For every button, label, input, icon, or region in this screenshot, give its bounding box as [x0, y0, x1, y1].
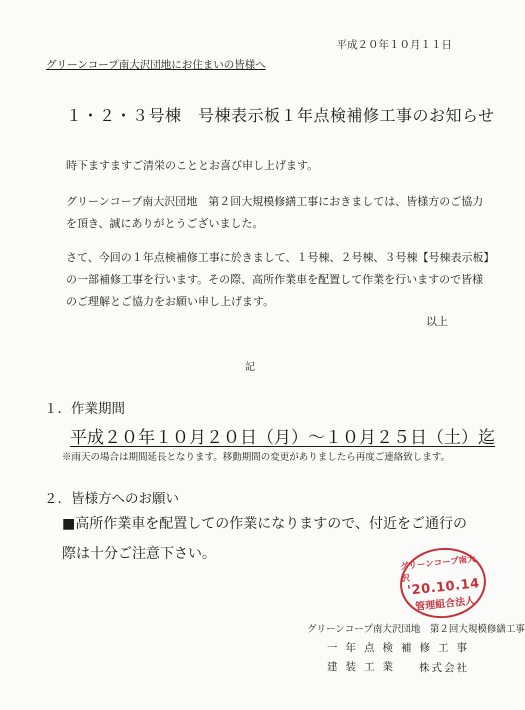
thanks-paragraph-line-1: グリーンコープ南大沢団地 第２回大規模修繕工事におきましては、皆様方のご協力 [66, 195, 484, 208]
thanks-paragraph-line-2: を頂き、誠にありがとうございました。 [66, 217, 264, 230]
addressee: グリーンコープ南大沢団地にお住まいの皆様へ [46, 59, 266, 71]
work-paragraph-line-2: の一部補修工事を行います。その際、高所作業車を配置して作業を行いますので皆様 [66, 273, 484, 286]
seal-date: '20.10.14 [406, 576, 481, 599]
signature-project: グリーンコープ南大沢団地 第２回大規模修繕工事 [307, 624, 525, 635]
closing-mark: 以上 [426, 315, 448, 328]
work-period: 平成２０年１０月２０日（月）～１０月２５日（土）迄 [70, 428, 495, 448]
signature-company: 建装工業 [327, 661, 401, 673]
greeting-paragraph: 時下ますますご清栄のこととお喜び申し上げます。 [66, 159, 319, 172]
work-paragraph-line-1: さて、今回の１年点検補修工事に於きまして、１号棟、２号棟、３号棟【号棟表示板】 [66, 251, 495, 264]
section-work-period-heading: １．作業期間 [44, 401, 125, 417]
work-paragraph-line-3: のご理解とご協力をお願い申し上げます。 [66, 295, 275, 308]
rain-note: ※雨天の場合は期間延長となります。移動期間の変更がありましたら再度ご連絡致します。 [62, 452, 450, 463]
signature-work: 一年点検補修工事 [327, 642, 475, 654]
seal-org: 管理組合法人 [414, 595, 476, 613]
document-date: 平成２０年１０月１１日 [336, 39, 452, 51]
signature-company-type: 株式会社 [419, 662, 469, 674]
association-seal [397, 544, 490, 623]
seal-name: グリーンコープ南大沢 [399, 554, 477, 585]
notice-title: １・２・３号棟 号棟表示板１年点検補修工事のお知らせ [66, 106, 495, 125]
request-line-1: ■高所作業車を配置しての作業になりますので、付近をご通行の [62, 516, 467, 532]
ki-mark: 記 [245, 362, 255, 373]
section-request-heading: ２．皆様方へのお願い [44, 491, 179, 507]
request-line-2: 際は十分ご注意下さい。 [62, 546, 216, 562]
